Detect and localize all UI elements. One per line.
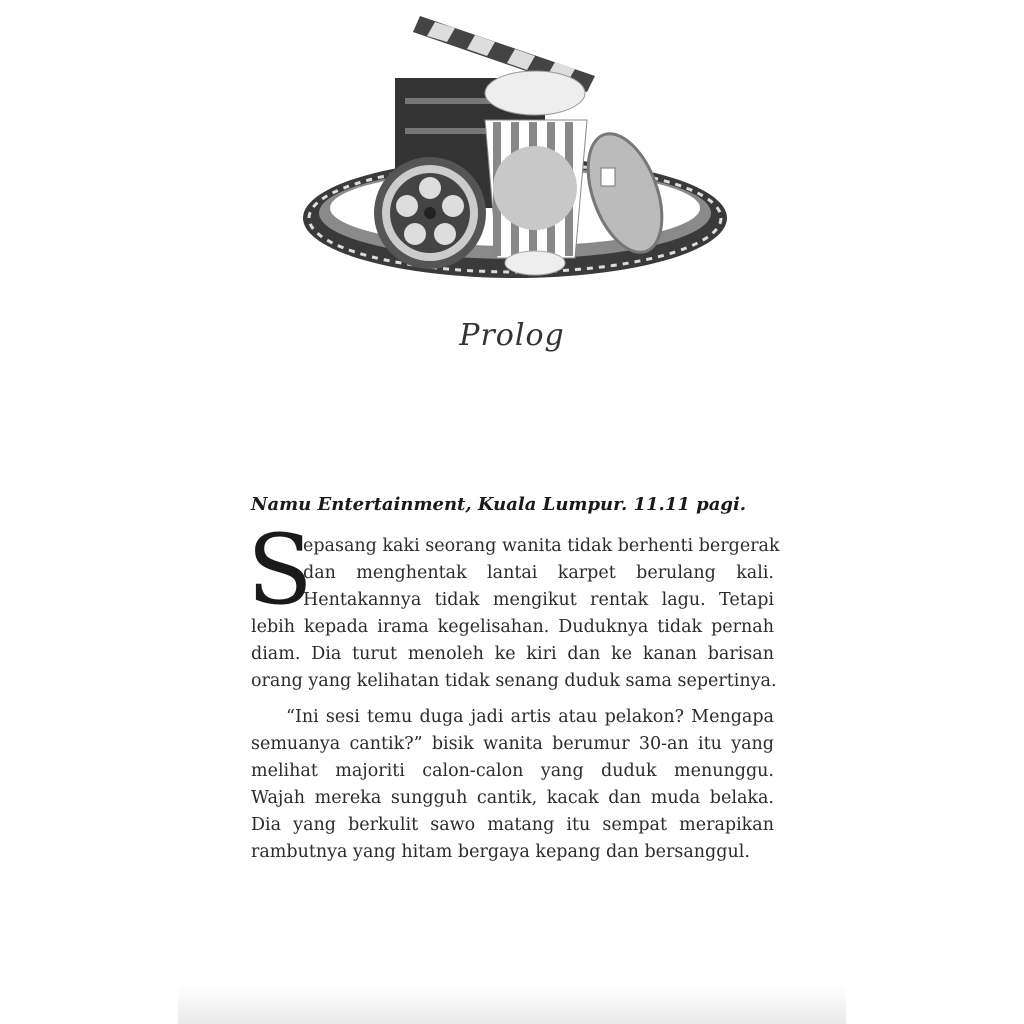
text-line: Hentakannya tidak mengikut rentak lagu. Tetapi xyxy=(303,590,774,610)
text-line: epasang kaki seorang wanita tidak berhenti bergerak xyxy=(303,536,780,556)
chapter-title: Prolog xyxy=(459,318,565,353)
film-reel-icon xyxy=(374,157,486,269)
text-line: lebih kepada irama kegelisahan. Duduknya tidak pernah xyxy=(251,617,774,637)
text-line: diam. Dia turut menoleh ke kiri dan ke kanan barisan xyxy=(251,644,774,664)
cinema-illustration xyxy=(295,8,735,303)
scene-heading: Namu Entertainment, Kuala Lumpur. 11.11 pagi. xyxy=(251,494,747,515)
text-line: melihat majoriti calon-calon yang duduk menunggu. xyxy=(251,761,774,781)
popcorn-bucket-icon xyxy=(485,71,587,275)
text-line: semuanya cantik?” bisik wanita berumur 30-an itu yang xyxy=(251,734,774,754)
text-line: dan menghentak lantai karpet berulang kali. xyxy=(303,563,774,583)
text-line: rambutnya yang hitam bergaya kepang dan bersanggul. xyxy=(251,842,750,862)
drop-cap: S xyxy=(247,514,313,626)
text-line: orang yang kelihatan tidak senang duduk sama sepertinya. xyxy=(251,671,777,691)
text-line: Dia yang berkulit sawo matang itu sempat merapikan xyxy=(251,815,774,835)
text-line: Wajah mereka sungguh cantik, kacak dan muda belaka. xyxy=(251,788,774,808)
page-bottom-shadow xyxy=(178,985,846,1024)
text-line: “Ini sesi temu duga jadi artis atau pelakon? Mengapa xyxy=(286,707,774,727)
